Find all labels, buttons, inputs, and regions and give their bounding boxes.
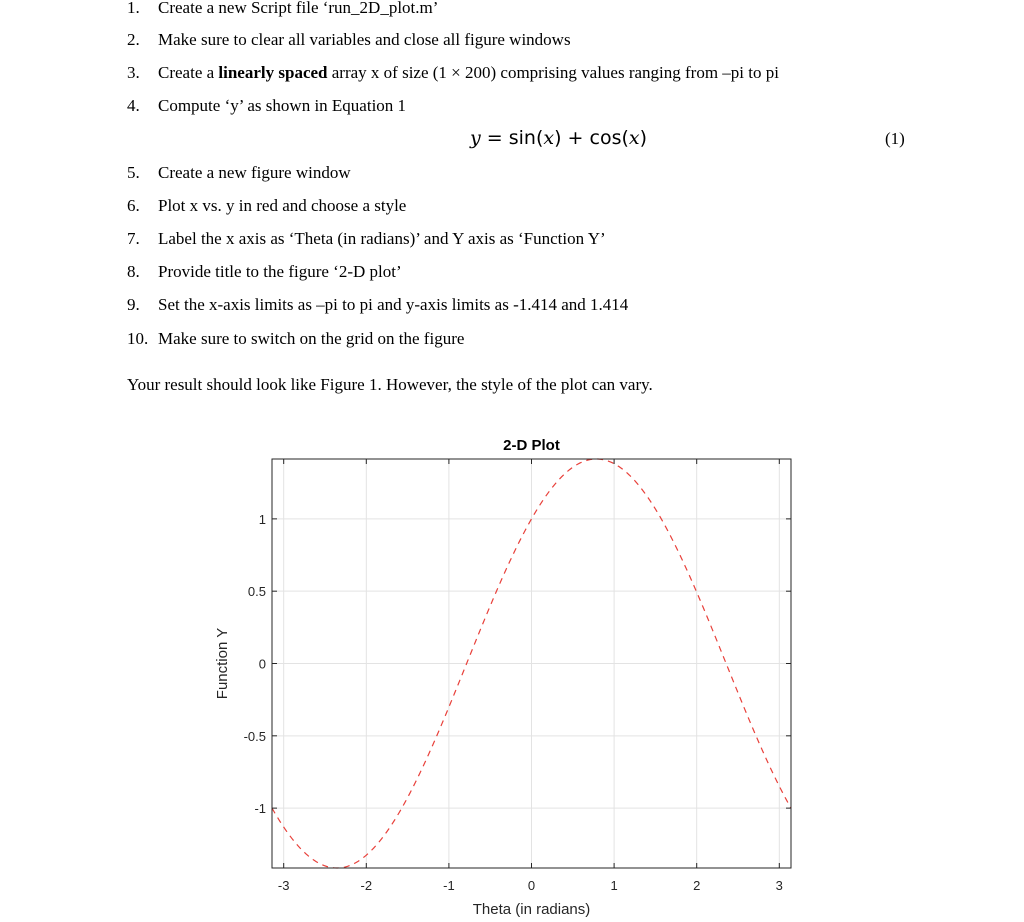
x-tick-label: 1: [610, 878, 618, 893]
x-tick-label: -2: [360, 878, 373, 893]
step-number: 2.: [127, 30, 140, 49]
step-text-bold: linearly spaced: [218, 63, 328, 82]
equation-var1: x: [543, 127, 555, 149]
y-tick-label: 0.5: [247, 584, 266, 600]
step-text-post: array x of size (1 × 200) comprising values ranging from –pi to pi: [327, 63, 779, 82]
equation-mid: ) + cos(: [554, 127, 629, 149]
equation-lhs: y: [470, 127, 481, 149]
step-text-pre: Create a: [158, 63, 219, 82]
y-tick-label: 1: [258, 511, 266, 527]
step-text: Create a new Script file ‘run_2D_plot.m’: [158, 0, 439, 17]
result-text: Your result should look like Figure 1. However, the style of the plot can vary.: [127, 375, 653, 394]
chart-title: 2-D Plot: [503, 437, 560, 454]
step-number: 9.: [127, 295, 140, 314]
step-number: 3.: [127, 63, 140, 82]
y-tick-label: -0.5: [243, 728, 266, 744]
step-number: 5.: [127, 163, 140, 182]
step-number: 7.: [127, 229, 140, 248]
step-text: Create a new figure window: [158, 163, 351, 182]
step-text: Make sure to clear all variables and close all figure windows: [158, 30, 571, 49]
step-text: Compute ‘y’ as shown in Equation 1: [158, 96, 407, 115]
step-text: Set the x-axis limits as –pi to pi and y-axis limits as -1.414 and 1.414: [158, 295, 629, 314]
step-text: Plot x vs. y in red and choose a style: [158, 196, 407, 215]
x-tick-label: 0: [527, 878, 536, 893]
step-number: 1.: [127, 0, 140, 17]
step-text: Provide title to the figure ‘2-D plot’: [158, 262, 402, 281]
x-tick-label: -3: [277, 878, 290, 893]
step-text: Make sure to switch on the grid on the figure: [158, 329, 465, 348]
equation-rhs-post: ): [639, 127, 648, 149]
step-number: 6.: [127, 196, 140, 215]
y-tick-label: 0: [258, 656, 266, 672]
x-axis-label: Theta (in radians): [472, 901, 591, 918]
y-axis-label: Function Y: [214, 627, 231, 700]
equation-var2: x: [628, 127, 640, 149]
step-number: 8.: [127, 262, 140, 281]
step-number: 10.: [127, 329, 149, 348]
x-tick-label: -1: [443, 878, 455, 893]
x-tick-label: 2: [693, 878, 701, 893]
equation-number: (1): [885, 129, 905, 148]
equation-rhs-pre: = sin(: [480, 127, 544, 149]
x-tick-label: 3: [775, 878, 783, 893]
step-number: 4.: [127, 96, 140, 115]
y-tick-label: -1: [254, 801, 266, 817]
step-text: Label the x axis as ‘Theta (in radians)’ and Y axis as ‘Function Y’: [158, 229, 606, 248]
